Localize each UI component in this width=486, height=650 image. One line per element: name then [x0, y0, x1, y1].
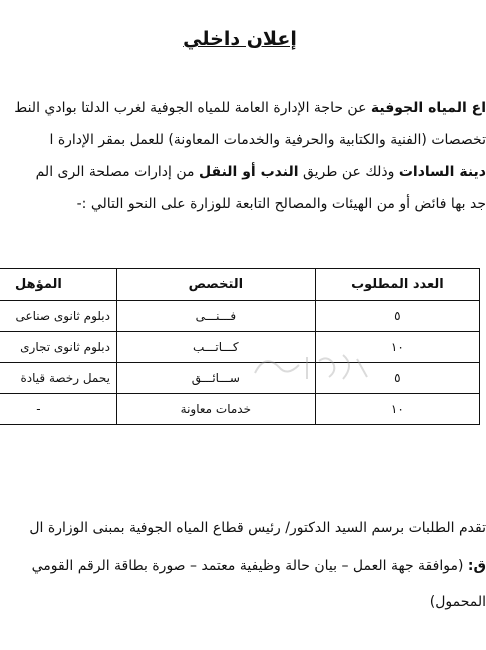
qualification-cell: دبلوم ثانوى تجارى	[0, 332, 116, 363]
specialty-cell: فـــنـــى	[116, 301, 315, 332]
count-cell: ٥	[315, 301, 479, 332]
qualification-cell: -	[0, 394, 116, 425]
table-row	[0, 332, 480, 363]
sector-name: اع المياه الجوفية	[370, 100, 486, 116]
specialty-cell: ســـائـــق	[116, 363, 315, 394]
header-specialty: التخصص	[116, 269, 315, 301]
city-name: دينة السادات	[398, 164, 486, 180]
qualification-cell: دبلوم ثانوى صناعى	[0, 301, 116, 332]
body-line-1-text: عن حاجة الإدارة العامة للمياه الجوفية لغرب الدلتا بوادي النط	[14, 100, 367, 116]
body-line-2: تخصصات (الفنية والكتابية والحرفية والخدمات المعاونة) للعمل بمقر الإدارة ا	[49, 132, 486, 148]
footer-line-1: تقدم الطلبات برسم السيد الدكتور/ رئيس قطاع المياه الجوفية بمبنى الوزارة ال	[29, 520, 486, 536]
count-cell: ١٠	[315, 332, 479, 363]
header-count: العدد المطلوب	[315, 269, 479, 301]
count-cell: ٥	[315, 363, 479, 394]
count-cell: ١٠	[315, 394, 479, 425]
footer-line-2-text: (موافقة جهة العمل – بيان حالة وظيفية معتمد – صورة بطاقة الرقم القومي	[31, 558, 464, 574]
table-header-row	[0, 269, 480, 301]
body-line-1	[14, 98, 486, 118]
transfer-method: الندب أو النقل	[199, 164, 299, 180]
table-row	[0, 363, 480, 394]
table-row	[0, 301, 480, 332]
page-title: إعلان داخلي	[183, 28, 297, 50]
body-line-3	[36, 162, 486, 182]
body-line-3-mid: وذلك عن طريق	[302, 164, 395, 180]
body-line-4: جد بها فائض أو من الهيئات والمصالح التابعة للوزارة على النحو التالي :-	[76, 196, 486, 212]
table-row	[0, 394, 480, 425]
footer-line-2-prefix: ق:	[467, 558, 486, 574]
jobs-table	[0, 268, 480, 425]
header-qualification: المؤهل	[0, 269, 116, 301]
footer-line-2	[32, 556, 486, 576]
qualification-cell: يحمل رخصة قيادة	[0, 363, 116, 394]
specialty-cell: كـــاتـــب	[116, 332, 315, 363]
specialty-cell: خدمات معاونة	[116, 394, 315, 425]
footer-line-3: المحمول)	[429, 594, 486, 610]
body-line-3-rest: من إدارات مصلحة الرى الم	[35, 164, 195, 180]
